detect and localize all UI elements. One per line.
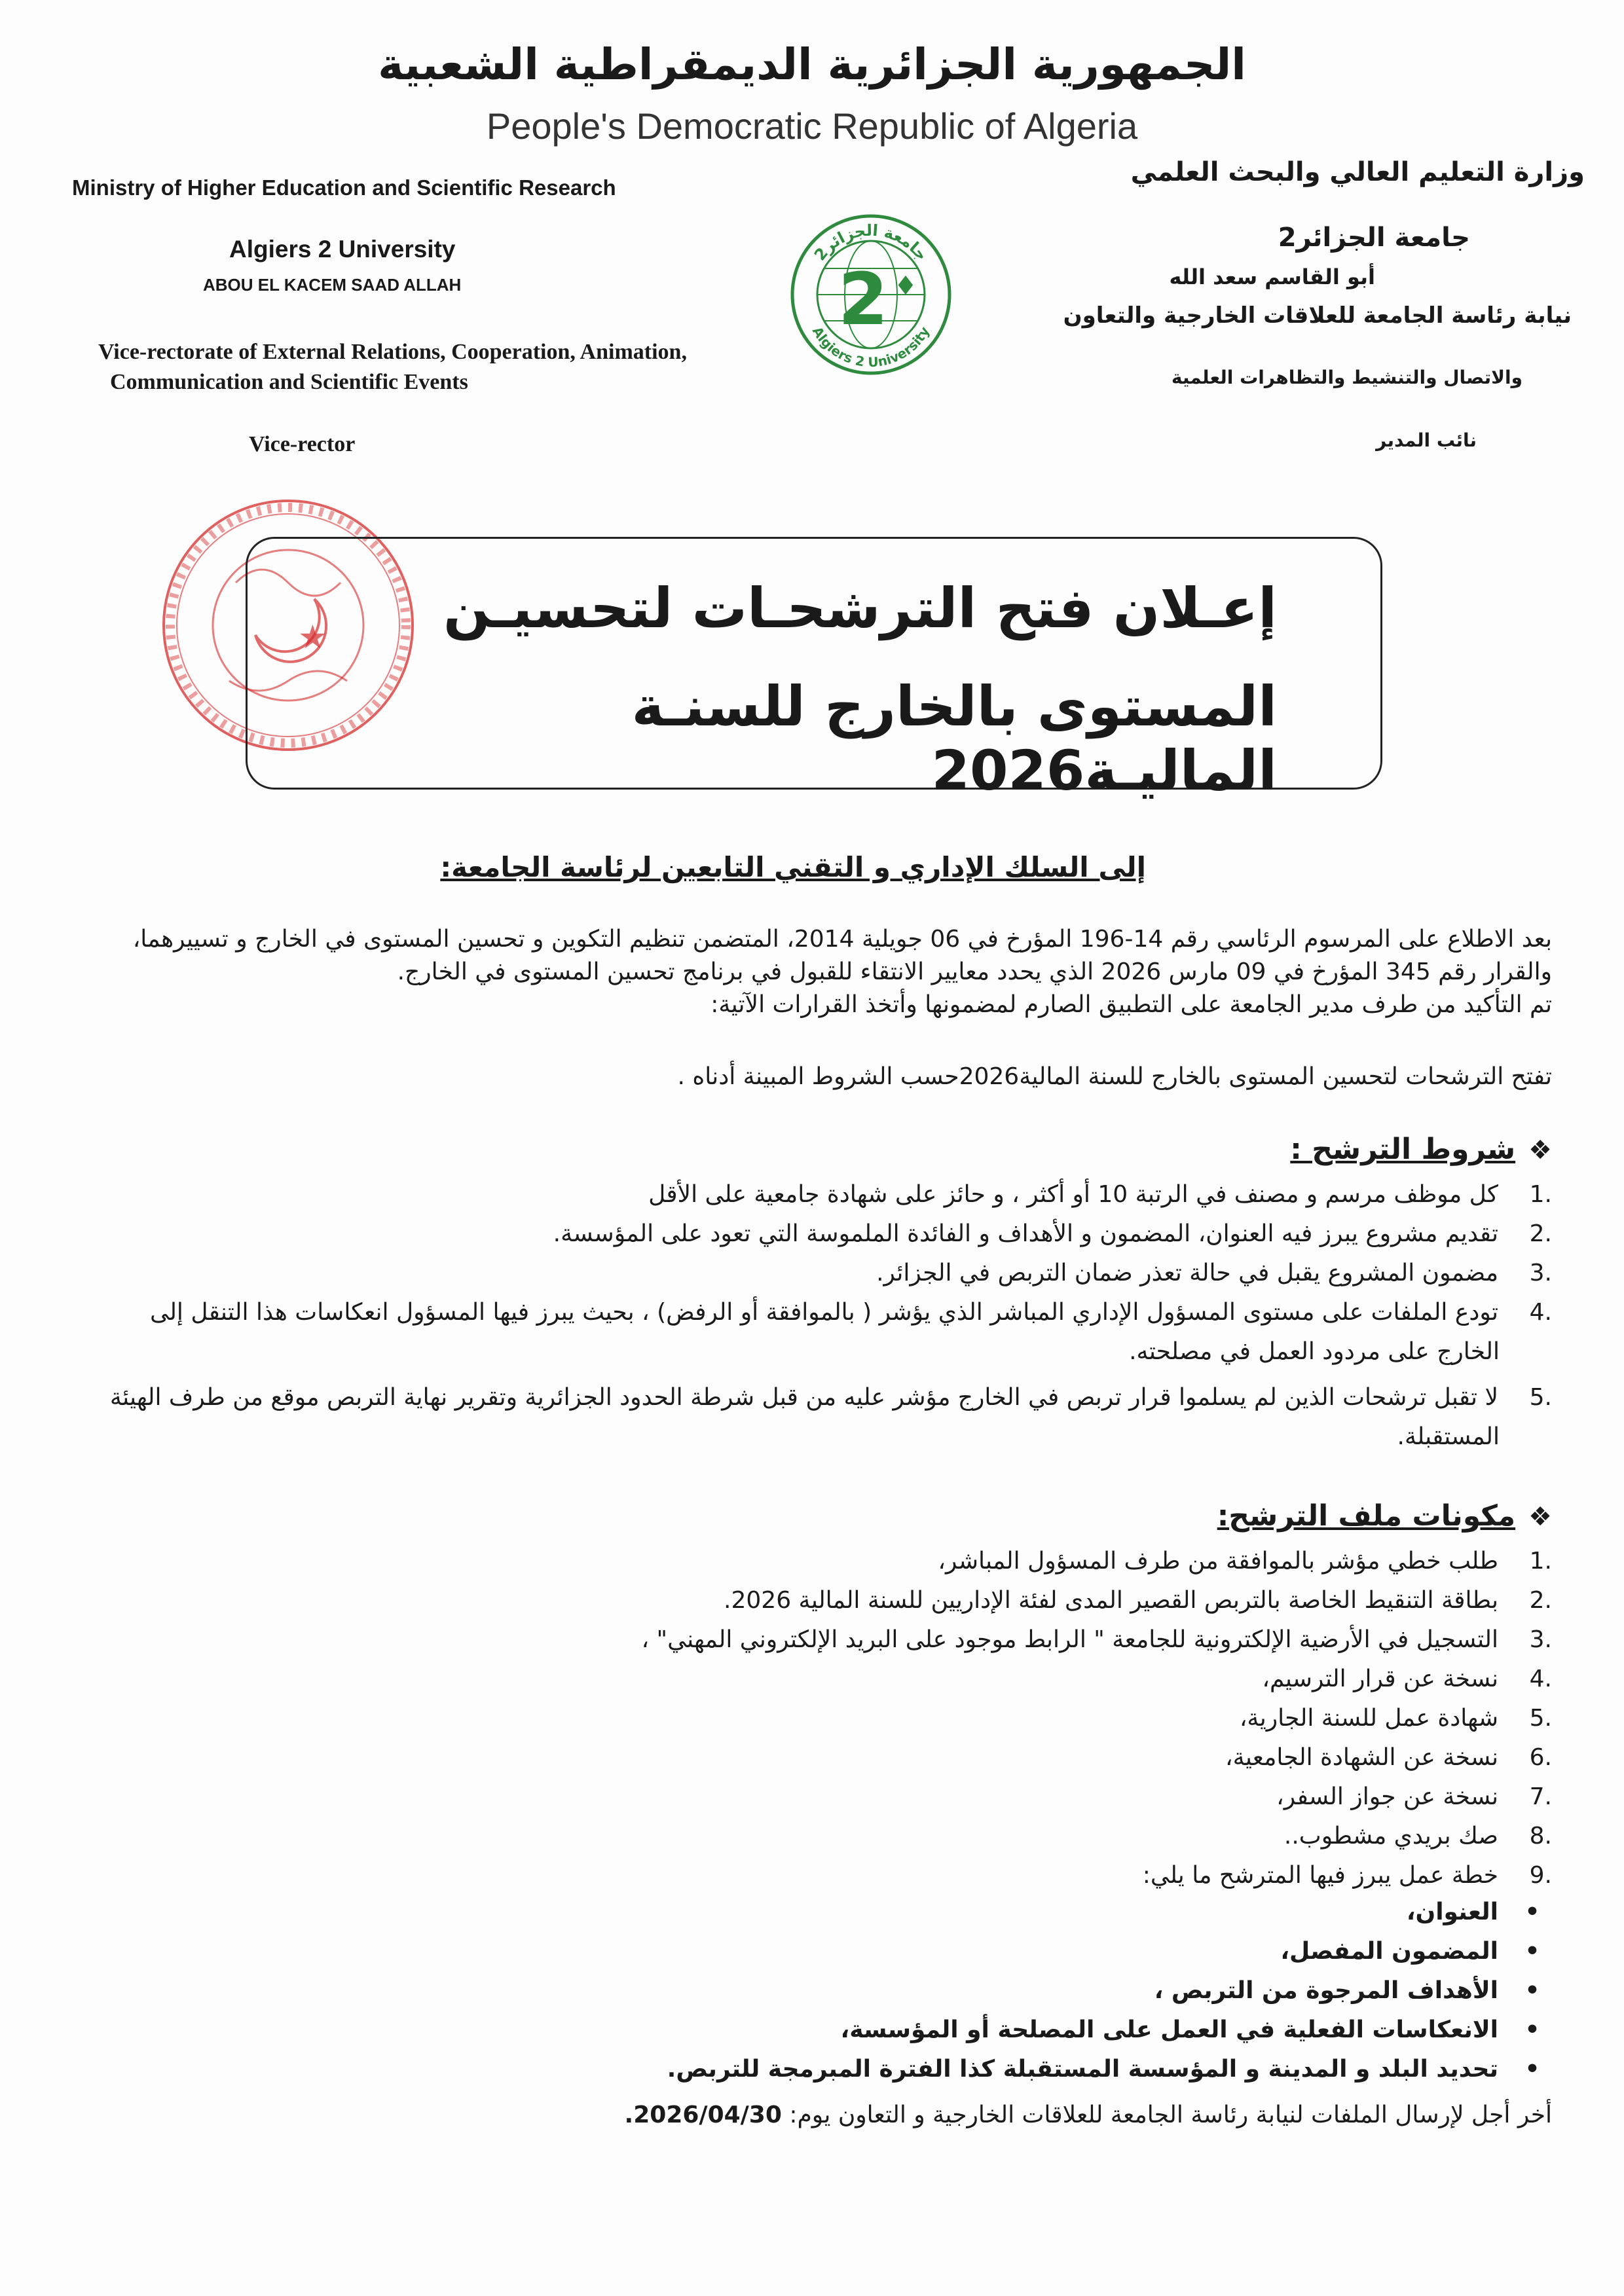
item-number: .4 xyxy=(1529,1666,1552,1692)
ar-vice-rectorate-line2: والاتصال والتنشيط والتظاهرات العلمية xyxy=(1171,367,1522,388)
item-number: .2 xyxy=(1529,1220,1552,1247)
item-text: شهادة عمل للسنة الجارية، xyxy=(1239,1705,1498,1732)
bullet-text: الأهداف المرجوة من التربص ، xyxy=(1154,1977,1498,2004)
svg-text:★: ★ xyxy=(298,618,327,656)
component-item xyxy=(79,1624,1552,1656)
intro-paragraph-1: بعد الاطلاع على المرسوم الرئاسي رقم 14-196 المؤرخ في 06 جويلية 2014، المتضمن تنظيم التكوين و تحسين المستوى في الخارج و تسييرهما، xyxy=(132,926,1552,953)
ar-ministry-name: وزارة التعليم العالي والبحث العلمي xyxy=(1130,157,1585,187)
bullet-dot-icon: • xyxy=(1524,1938,1540,1965)
deadline-date: 2026/04/30. xyxy=(624,2102,782,2128)
ar-university-name: جامعة الجزائر2 xyxy=(1278,223,1470,253)
item-text: التسجيل في الأرضية الإلكترونية للجامعة " الرابط موجود على البريد الإلكتروني المهني" ، xyxy=(641,1626,1498,1653)
bullet-dot-icon: • xyxy=(1524,1977,1540,2004)
plan-bullet xyxy=(1407,1899,1552,1925)
condition-item xyxy=(79,1257,1552,1290)
component-item xyxy=(79,1702,1552,1735)
diamond-bullet-icon: ❖ xyxy=(1528,1135,1552,1165)
plan-bullet xyxy=(841,2016,1552,2043)
components-heading-text: مكونات ملف الترشح: xyxy=(1217,1499,1516,1533)
en-vice-rectorate-line2: Communication and Scientific Events xyxy=(110,370,468,394)
item-number: .8 xyxy=(1529,1823,1552,1850)
announcement-title-line1: إعـلان فتح الترشحـات لتحسيـن xyxy=(443,576,1277,640)
en-university-subtitle: ABOU EL KACEM SAAD ALLAH xyxy=(203,275,462,295)
item-text: كل موظف مرسم و مصنف في الرتبة 10 أو أكثر ، و حائز على شهادة جامعية على الأقل xyxy=(648,1181,1498,1208)
bullet-text: تحديد البلد و المدينة و المؤسسة المستقبلة كذا الفترة المبرمجة للتربص. xyxy=(667,2056,1498,2083)
item-text: نسخة عن قرار الترسيم، xyxy=(1262,1666,1498,1692)
condition-item xyxy=(79,1178,1552,1211)
addressee-heading: إلى السلك الإداري و التقني التابعين لرئاسة الجامعة: xyxy=(440,851,1146,883)
item-number: .6 xyxy=(1529,1744,1552,1771)
deadline-text: أخر أجل لإرسال الملفات لنيابة رئاسة الجامعة للعلاقات الخارجية و التعاون يوم: xyxy=(789,2102,1552,2128)
announcement-title-line2: المستوى بالخارج للسنـة الماليـة2026 xyxy=(631,674,1277,803)
svg-text:♦: ♦ xyxy=(894,271,917,301)
item-text: نسخة عن جواز السفر، xyxy=(1276,1783,1498,1810)
component-item xyxy=(79,1584,1552,1617)
item-number: .7 xyxy=(1529,1783,1552,1810)
en-vice-rectorate-line1: Vice-rectorate of External Relations, Cooperation, Animation, xyxy=(98,340,687,364)
ar-university-subtitle: أبو القاسم سعد الله xyxy=(1169,264,1375,289)
component-item xyxy=(79,1663,1552,1696)
plan-bullet xyxy=(1280,1938,1552,1965)
diamond-bullet-icon: ❖ xyxy=(1528,1502,1552,1532)
item-number: .3 xyxy=(1529,1626,1552,1653)
item-text: تودع الملفات على مستوى المسؤول الإداري المباشر الذي يؤشر ( بالموافقة أو الرفض) ، بحيث يبرز فيها المسؤول انعكاسات هذا التنقل إلى xyxy=(149,1299,1498,1326)
condition-item-continuation: الخارج على مردود العمل في مصلحته. xyxy=(1129,1338,1500,1365)
bullet-text: الانعكاسات الفعلية في العمل على المصلحة أو المؤسسة، xyxy=(840,2016,1498,2043)
en-republic-title: People's Democratic Republic of Algeria xyxy=(486,105,1138,147)
item-text: طلب خطي مؤشر بالموافقة من طرف المسؤول المباشر، xyxy=(938,1548,1498,1575)
item-number: .1 xyxy=(1529,1181,1552,1208)
plan-bullet xyxy=(1154,1977,1552,2004)
item-text: خطة عمل يبرز فيها المترشح ما يلي: xyxy=(1142,1862,1498,1889)
bullet-text: العنوان، xyxy=(1406,1899,1498,1925)
condition-item xyxy=(79,1381,1552,1414)
item-number: .5 xyxy=(1529,1705,1552,1732)
item-text: نسخة عن الشهادة الجامعية، xyxy=(1225,1744,1498,1771)
bullet-text: المضمون المفصل، xyxy=(1280,1938,1498,1965)
intro-paragraph-3: تم التأكيد من طرف مدير الجامعة على التطبيق الصارم لمضمونها وأتخذ القرارات الآتية: xyxy=(710,991,1552,1018)
component-item xyxy=(79,1741,1552,1774)
item-text: تقديم مشروع يبرز فيه العنوان، المضمون و الأهداف و الفائدة الملموسة التي تعود على المؤسسة. xyxy=(553,1220,1498,1247)
logo-arc-top: جامعة الجزائر2 xyxy=(810,221,932,264)
item-text: لا تقبل ترشحات الذين لم يسلموا قرار تربص في الخارج مؤشر عليه من قبل شرطة الحدود الجزائرية وتقرير نهاية التربص موقع من طرف الهيئة xyxy=(109,1384,1498,1411)
ar-vice-rector: نائب المدير xyxy=(1376,429,1477,451)
bullet-dot-icon: • xyxy=(1524,2016,1540,2043)
conditions-heading-text: شروط الترشح : xyxy=(1290,1133,1516,1166)
component-item xyxy=(79,1545,1552,1578)
item-number: .4 xyxy=(1529,1299,1552,1326)
intro-paragraph-2: والقرار رقم 345 المؤرخ في 09 مارس 2026 الذي يحدد معايير الانتقاء للقبول في برنامج تحسين المستوى في الخارج. xyxy=(397,958,1552,985)
item-number: .5 xyxy=(1529,1384,1552,1411)
condition-item xyxy=(79,1296,1552,1329)
item-number: .9 xyxy=(1529,1862,1552,1889)
bullet-dot-icon: • xyxy=(1524,1899,1540,1925)
bullet-dot-icon: • xyxy=(1524,2056,1540,2083)
condition-item-continuation: المستقبلة. xyxy=(1397,1423,1500,1450)
item-number: .1 xyxy=(1529,1548,1552,1575)
item-text: مضمون المشروع يقبل في حالة تعذر ضمان التربص في الجزائر. xyxy=(876,1260,1498,1286)
logo-arc-bottom: Algiers 2 University xyxy=(809,323,933,371)
component-item xyxy=(79,1820,1552,1853)
conditions-heading xyxy=(1290,1133,1552,1166)
en-vice-rector: Vice-rector xyxy=(249,432,356,456)
item-text: صك بريدي مشطوب.. xyxy=(1283,1823,1498,1850)
component-item xyxy=(79,1859,1552,1892)
university-logo xyxy=(786,196,956,393)
intro-paragraph-4: تفتح الترشحات لتحسين المستوى بالخارج للسنة المالية2026حسب الشروط المبينة أدناه . xyxy=(677,1063,1552,1090)
ar-vice-rectorate-line1: نيابة رئاسة الجامعة للعلاقات الخارجية والتعاون xyxy=(1063,302,1572,329)
deadline-line xyxy=(625,2102,1552,2128)
en-university-name: Algiers 2 University xyxy=(229,236,456,263)
plan-bullet xyxy=(667,2056,1552,2083)
en-ministry-name: Ministry of Higher Education and Scientific Research xyxy=(72,175,616,200)
item-text: بطاقة التنقيط الخاصة بالتربص القصير المدى لفئة الإداريين للسنة المالية 2026. xyxy=(724,1587,1498,1614)
components-heading xyxy=(1217,1499,1552,1533)
item-number: .3 xyxy=(1529,1260,1552,1286)
component-item xyxy=(79,1781,1552,1813)
ar-republic-title: الجمهورية الجزائرية الديمقراطية الشعبية xyxy=(378,39,1246,90)
condition-item xyxy=(79,1218,1552,1250)
svg-text:2: 2 xyxy=(838,257,889,341)
en-vice-rectorate xyxy=(98,337,687,397)
item-number: .2 xyxy=(1529,1587,1552,1614)
